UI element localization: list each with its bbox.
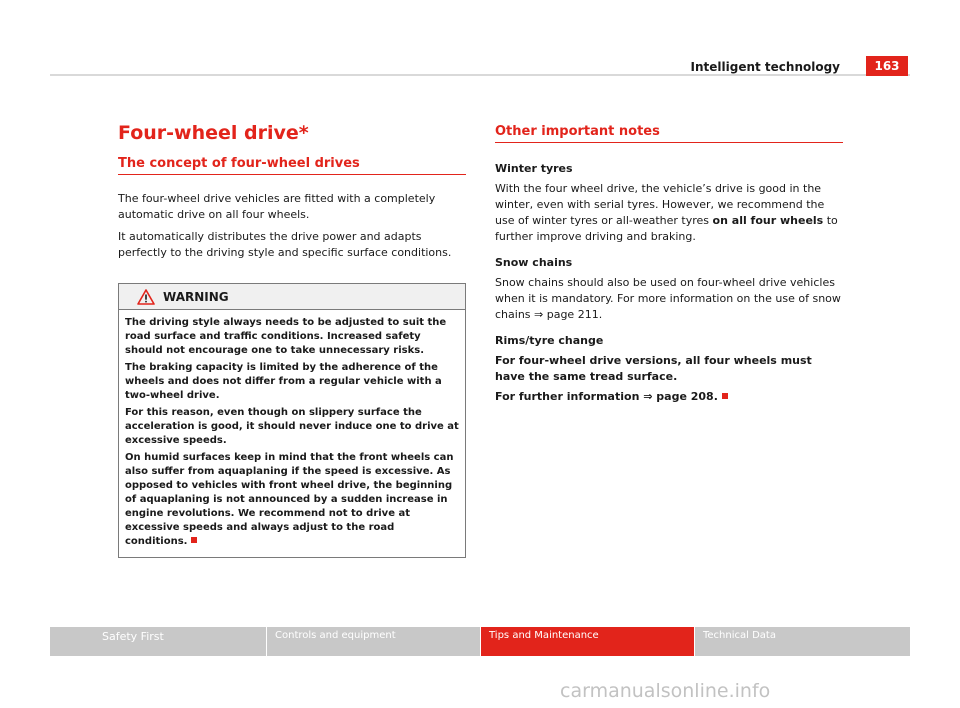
footer-nav — [50, 627, 910, 656]
warning-header — [119, 284, 465, 310]
warning-paragraph-4 — [125, 451, 459, 549]
header-rule — [50, 74, 910, 76]
watermark: carmanualsonline.info — [560, 680, 771, 702]
right-column — [495, 120, 843, 405]
section-title-concept: The concept of four-wheel drives — [118, 156, 466, 175]
warning-paragraph-4-text: On humid surfaces keep in mind that the front wheels can also suffer from aquaplaning if the speed is excessive. As opposed to vehicles with front wheel drive, the beginning of aquaplaning is not announced by a sudden increase in engine revolutions. We recommend not to drive at excessive speeds and always adjust to the road conditions. — [125, 452, 454, 547]
snow-chains-heading: Snow chains — [495, 256, 573, 269]
left-column — [118, 120, 466, 558]
winter-text-emphasis: on all four wheels — [712, 214, 824, 227]
winter-tyres-paragraph — [495, 181, 843, 245]
footer-tab-technical-data[interactable]: Technical Data — [694, 627, 910, 656]
warning-paragraph-1: The driving style always needs to be adjusted to suit the road surface and traffic conditions. Increased safety should not encourage one to take unnecessary risks. — [125, 317, 447, 356]
further-information-text: For further information ⇒ page 208. — [495, 390, 718, 403]
warning-paragraph-2: The braking capacity is limited by the adherence of the wheels and does not differ from a regular vehicle with a two-wheel drive. — [125, 362, 442, 401]
page-number-badge: 163 — [866, 56, 908, 76]
warning-triangle-icon — [137, 289, 155, 305]
footer-tab-safety-first[interactable]: Safety First — [50, 627, 266, 656]
further-information-paragraph — [495, 389, 843, 405]
snow-chains-paragraph: Snow chains should also be used on four-wheel drive vehicles when it is mandatory. For more information on the use of snow chains ⇒ page 211. — [495, 276, 841, 321]
warning-title: WARNING — [163, 289, 229, 304]
warning-box — [118, 283, 466, 558]
section-title-notes: Other important notes — [495, 124, 843, 143]
winter-text-a: With the four wheel drive, the vehicle’s drive is good in the winter, even with serial tyres. However, we recommend the use of winter tyres or all-weather tyres — [495, 182, 825, 227]
warning-body — [119, 310, 465, 557]
winter-tyres-heading: Winter tyres — [495, 162, 573, 175]
end-of-section-marker — [191, 537, 197, 543]
warning-paragraph-3: For this reason, even though on slippery surface the acceleration is good, it should never induce one to drive at excessive speeds. — [125, 407, 459, 446]
end-of-section-marker — [722, 393, 728, 399]
winter-text-c: to further improve driving and braking. — [495, 214, 838, 243]
footer-tab-controls-equipment[interactable]: Controls and equipment — [266, 627, 480, 656]
chapter-title: Four-wheel drive* — [118, 122, 309, 144]
concept-paragraph-1: The four-wheel drive vehicles are fitted with a completely automatic drive on all four wheels. — [118, 192, 436, 221]
concept-paragraph-2: It automatically distributes the drive power and adapts perfectly to the driving style and specific surface conditions. — [118, 230, 452, 259]
running-header-title: Intelligent technology — [690, 60, 840, 74]
rims-tyre-change-heading: Rims/tyre change — [495, 334, 604, 347]
footer-tab-tips-maintenance[interactable]: Tips and Maintenance — [480, 627, 694, 656]
rims-tyre-change-paragraph: For four-wheel drive versions, all four wheels must have the same tread surface. — [495, 354, 812, 383]
